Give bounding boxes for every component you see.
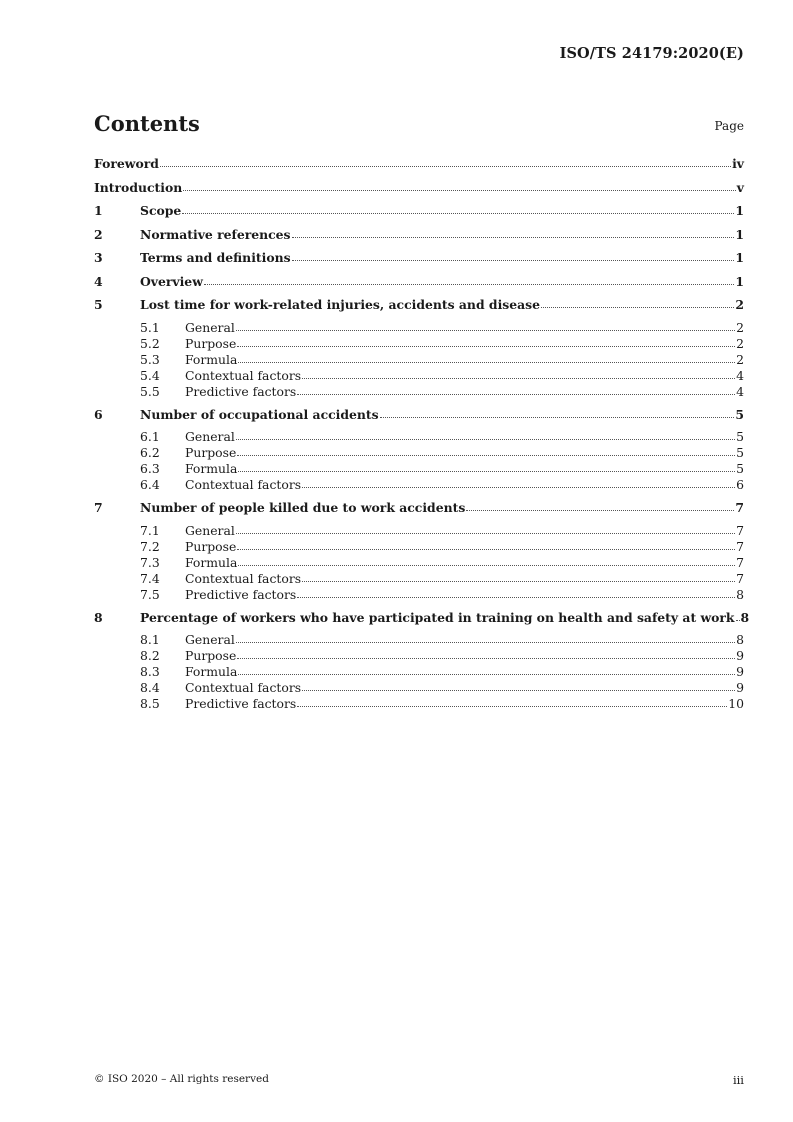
toc-title: Introduction (94, 179, 183, 195)
toc-title: General (185, 429, 235, 444)
toc-page-number: 2 (736, 335, 744, 351)
toc-entry[interactable] (94, 499, 744, 523)
toc-subentry[interactable] (94, 664, 744, 680)
toc-page-number: 4 (736, 367, 744, 383)
toc-page-number: 2 (735, 297, 744, 312)
toc-title: General (185, 319, 235, 335)
toc-number: 5.4 (140, 367, 160, 383)
toc-subentry[interactable] (94, 539, 744, 555)
toc-number: 5.5 (140, 383, 160, 399)
toc-page-number: 5 (736, 461, 744, 476)
toc-title: Contextual factors (185, 367, 302, 383)
toc-number: 6.4 (140, 477, 160, 492)
toc-subentry[interactable] (94, 587, 744, 603)
dot-leader (237, 658, 735, 659)
toc-page-number: 4 (736, 383, 744, 399)
toc-subentry[interactable] (94, 523, 744, 539)
dot-leader (236, 533, 735, 534)
toc-title: General (185, 632, 235, 647)
toc-title: Formula (185, 461, 238, 476)
page-number: iii (732, 1073, 744, 1087)
toc-subentry[interactable] (94, 555, 744, 571)
toc-number: 2 (94, 226, 103, 242)
toc-title: Number of people killed due to work accidents (140, 500, 466, 515)
toc-number: 5.2 (140, 335, 160, 351)
toc-number: 8.4 (140, 680, 160, 695)
toc-title: Percentage of workers who have participated in training on health and safety at work (140, 609, 735, 625)
toc-number: 6.2 (140, 445, 160, 460)
toc-page-number: 8 (740, 609, 750, 625)
toc-page-number: 2 (736, 351, 744, 367)
toc-title: Terms and definitions (140, 250, 291, 265)
toc-entry[interactable] (94, 155, 744, 179)
dot-leader (160, 166, 731, 167)
dot-leader (736, 620, 740, 621)
toc-title: Number of occupational accidents (140, 406, 379, 422)
toc-page-number: 8 (736, 586, 744, 602)
toc-page-number: 7 (736, 522, 744, 538)
toc-subentry[interactable] (94, 632, 744, 648)
toc-title: Purpose (185, 538, 237, 554)
toc-title: Scope (140, 203, 182, 218)
dot-leader (302, 690, 735, 691)
toc-title: Lost time for work-related injuries, accidents and disease (140, 297, 541, 312)
toc-subentry[interactable] (94, 461, 744, 477)
toc-title: Contextual factors (185, 680, 302, 695)
toc-page-number: 1 (735, 273, 744, 289)
toc-subentry[interactable] (94, 696, 744, 712)
toc-number: 5.1 (140, 319, 160, 335)
toc-number: 8.1 (140, 632, 160, 647)
toc-page-number: v (736, 179, 744, 195)
toc-number: 3 (94, 250, 103, 265)
toc-page-number: iv (732, 156, 744, 171)
toc-subentry[interactable] (94, 384, 744, 400)
dot-leader (297, 597, 735, 598)
toc-subentry[interactable] (94, 320, 744, 336)
toc-number: 8.3 (140, 664, 160, 679)
dot-leader (237, 455, 735, 456)
toc-number: 6 (94, 406, 103, 422)
toc-title: Predictive factors (185, 696, 297, 711)
dot-leader (302, 581, 735, 582)
toc-title: Predictive factors (185, 383, 297, 399)
toc-page-number: 6 (736, 477, 744, 492)
toc-entry[interactable] (94, 609, 750, 633)
dot-leader (297, 394, 735, 395)
toc-title: Overview (140, 273, 203, 289)
toc-number: 6.3 (140, 461, 160, 476)
toc-subentry[interactable] (94, 445, 744, 461)
dot-leader (204, 284, 735, 285)
toc-subentry[interactable] (94, 648, 744, 664)
dot-leader (238, 565, 735, 566)
dot-leader (302, 378, 735, 379)
toc-number: 5 (94, 297, 103, 312)
toc-number: 7.2 (140, 538, 160, 554)
toc-title: Contextual factors (185, 570, 302, 586)
toc-entry[interactable] (94, 273, 744, 297)
toc-title: Formula (185, 554, 238, 570)
dot-leader (236, 439, 735, 440)
toc-subentry[interactable] (94, 429, 744, 445)
toc-page-number: 7 (736, 538, 744, 554)
toc-subentry[interactable] (94, 368, 744, 384)
toc-page-number: 5 (735, 406, 744, 422)
toc-title: Purpose (185, 648, 237, 663)
dot-leader (238, 362, 735, 363)
toc-number: 5.3 (140, 351, 160, 367)
toc-entry[interactable] (94, 296, 744, 320)
toc-page-number: 5 (736, 429, 744, 444)
document-id: ISO/TS 24179:2020(E) (559, 45, 744, 62)
dot-leader (237, 549, 735, 550)
toc-title: General (185, 522, 235, 538)
toc-title: Normative references (140, 226, 291, 242)
dot-leader (380, 417, 735, 418)
dot-leader (237, 346, 735, 347)
toc-entry[interactable] (94, 179, 744, 203)
toc-subentry[interactable] (94, 336, 744, 352)
toc-page-number: 9 (736, 664, 744, 679)
dot-leader (236, 642, 735, 643)
dot-leader (238, 471, 735, 472)
dot-leader (292, 260, 735, 261)
toc-page-number: 1 (735, 203, 744, 218)
dot-leader (238, 674, 735, 675)
table-of-contents (94, 155, 750, 712)
toc-entry[interactable] (94, 249, 744, 273)
contents-title: Contents (94, 111, 200, 136)
toc-title: Formula (185, 664, 238, 679)
toc-subentry[interactable] (94, 352, 744, 368)
toc-page-number: 9 (736, 680, 744, 695)
toc-page-number: 1 (735, 250, 744, 265)
toc-subentry[interactable] (94, 477, 744, 493)
toc-number: 8.2 (140, 648, 160, 663)
dot-leader (292, 237, 735, 238)
toc-number: 8.5 (140, 696, 160, 711)
toc-entry[interactable] (94, 202, 744, 226)
toc-number: 7 (94, 500, 103, 515)
toc-page-number: 5 (736, 445, 744, 460)
toc-title: Predictive factors (185, 586, 297, 602)
toc-page-number: 10 (728, 696, 744, 711)
toc-entry[interactable] (94, 406, 744, 430)
toc-number: 7.3 (140, 554, 160, 570)
toc-page-number: 7 (735, 500, 744, 515)
dot-leader (466, 510, 734, 511)
dot-leader (182, 213, 734, 214)
toc-title: Purpose (185, 335, 237, 351)
toc-number: 4 (94, 273, 103, 289)
dot-leader (541, 307, 734, 308)
toc-subentry[interactable] (94, 571, 744, 587)
toc-page-number: 2 (736, 319, 744, 335)
toc-number: 7.4 (140, 570, 160, 586)
toc-title: Foreword (94, 156, 159, 171)
dot-leader (302, 487, 735, 488)
toc-page-number: 7 (736, 570, 744, 586)
dot-leader (297, 706, 727, 707)
toc-title: Purpose (185, 445, 237, 460)
toc-number: 7.5 (140, 586, 160, 602)
toc-number: 1 (94, 203, 103, 218)
dot-leader (236, 330, 735, 331)
toc-number: 8 (94, 609, 103, 625)
toc-page-number: 8 (736, 632, 744, 647)
toc-page-number: 9 (736, 648, 744, 663)
page-column-label: Page (714, 119, 744, 133)
toc-page-number: 7 (736, 554, 744, 570)
copyright-notice: © ISO 2020 – All rights reserved (94, 1073, 269, 1085)
toc-page-number: 1 (735, 226, 744, 242)
toc-title: Formula (185, 351, 238, 367)
toc-number: 6.1 (140, 429, 160, 444)
toc-subentry[interactable] (94, 680, 744, 696)
toc-number: 7.1 (140, 522, 160, 538)
toc-title: Contextual factors (185, 477, 302, 492)
dot-leader (183, 190, 736, 191)
toc-entry[interactable] (94, 226, 744, 250)
